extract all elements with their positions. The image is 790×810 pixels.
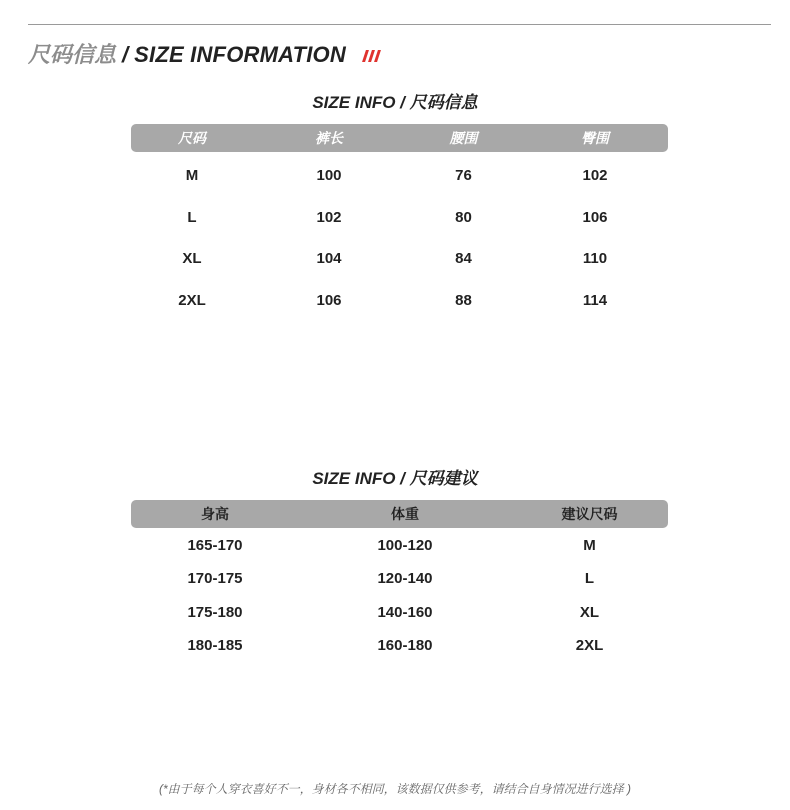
table-cell: L <box>584 570 595 588</box>
table-cell: L <box>187 208 197 226</box>
header-title-cn: 尺码信息 <box>28 42 117 67</box>
column-header: 身高 <box>201 506 229 522</box>
table-cell: M <box>583 537 596 555</box>
table-cell: 120-140 <box>377 570 433 588</box>
accent-stripes-icon <box>362 50 381 62</box>
table-cell: 104 <box>316 250 342 268</box>
table-cell: 84 <box>455 250 472 268</box>
table-cell: M <box>185 167 199 185</box>
footnote: (*由于每个人穿衣喜好不一，身材各不相同，该数据仅供参考，请结合自身情况进行选择 ) <box>159 782 631 796</box>
table-cell: 165-170 <box>187 537 243 555</box>
table-cell: XL <box>579 603 600 621</box>
recommend-table-header <box>131 500 668 528</box>
header-separator: / <box>122 42 129 67</box>
column-header: 体重 <box>391 506 419 522</box>
size-table-header <box>131 124 668 152</box>
table-cell: 88 <box>455 291 472 309</box>
size-table <box>131 124 668 321</box>
column-header: 臀围 <box>581 130 609 146</box>
table-cell: 160-180 <box>377 637 433 655</box>
header-title-en: SIZE INFORMATION <box>134 42 346 67</box>
table-row <box>131 596 668 629</box>
table-cell: XL <box>182 250 202 268</box>
size-table-title: SIZE INFO / 尺码信息 <box>312 93 478 112</box>
table-row <box>131 280 668 322</box>
table-cell: 110 <box>582 250 608 268</box>
table-row <box>131 629 668 662</box>
table-cell: 80 <box>455 208 472 226</box>
table-cell: 114 <box>582 291 608 309</box>
column-header: 腰围 <box>449 130 478 146</box>
recommend-table <box>131 500 668 662</box>
table-cell: 2XL <box>575 637 604 655</box>
table-cell: 100-120 <box>377 537 433 555</box>
table-cell: 175-180 <box>187 603 243 621</box>
table-cell: 106 <box>316 291 342 309</box>
table-cell: 140-160 <box>377 603 433 621</box>
column-header: 建议尺码 <box>561 506 618 522</box>
table-row <box>131 562 668 595</box>
table-cell: 170-175 <box>187 570 243 588</box>
table-cell: 76 <box>455 167 472 185</box>
table-row <box>131 238 668 280</box>
table-cell: 102 <box>582 167 608 185</box>
page-header <box>28 38 379 69</box>
column-header: 尺码 <box>178 130 206 146</box>
column-header: 裤长 <box>315 130 343 146</box>
table-cell: 2XL <box>178 291 206 309</box>
table-cell: 100 <box>316 167 342 185</box>
table-row <box>131 155 668 197</box>
table-cell: 102 <box>316 208 342 226</box>
table-cell: 180-185 <box>187 637 243 655</box>
table-row <box>131 197 668 239</box>
table-cell: 106 <box>582 208 608 226</box>
top-divider <box>28 24 771 25</box>
recommend-table-title: SIZE INFO / 尺码建议 <box>312 469 478 488</box>
table-row <box>131 529 668 562</box>
